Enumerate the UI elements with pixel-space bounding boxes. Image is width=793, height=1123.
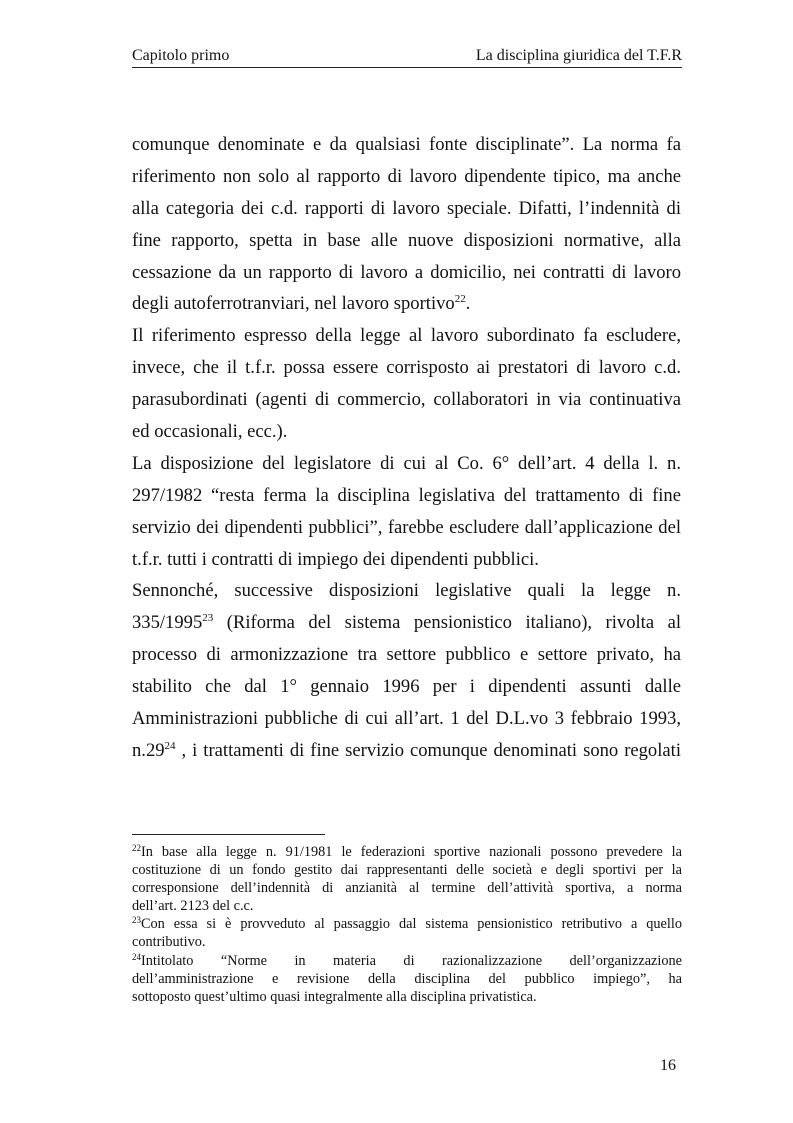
footnote-23	[132, 915, 682, 933]
body-line: servizio dei dipendenti pubblici”, farebbe escludere dall’applicazione del	[132, 516, 681, 538]
footnote-22	[132, 843, 682, 861]
body-line: ed occasionali, ecc.).	[132, 421, 288, 443]
body-line: stabilito che dal 1° gennaio 1996 per i dipendenti assunti dalle	[132, 676, 681, 698]
body-line	[132, 288, 681, 320]
running-header	[132, 47, 682, 68]
footnote-text: Intitolato “Norme in materia di razionalizzazione dell’organizzazione	[141, 952, 682, 969]
body-text-fragment: degli autoferrotranviari, nel lavoro sportivo	[132, 293, 455, 315]
footnote-text: Con essa si è provveduto al passaggio dal sistema pensionistico retributivo a quello	[141, 916, 682, 933]
body-line: comunque denominate e da qualsiasi fonte disciplinate”. La norma fa	[132, 134, 681, 155]
footnote-line: dell’amministrazione e revisione della disciplina del pubblico impiego”, ha	[132, 970, 682, 987]
body-text-fragment: 335/1995	[132, 612, 203, 634]
footnote-separator	[132, 834, 325, 835]
body-line: invece, che il t.f.r. possa essere corrisposto ai prestatori di lavoro c.d.	[132, 357, 681, 379]
body-line	[132, 607, 681, 639]
body-line: processo di armonizzazione tra settore pubblico e settore privato, ha	[132, 644, 681, 666]
body-line: Amministrazioni pubbliche di cui all’art. 1 del D.L.vo 3 febbraio 1993,	[132, 708, 681, 730]
footnote-line: contributivo.	[132, 934, 206, 951]
body-line	[132, 735, 681, 767]
body-line: 297/1982 “resta ferma la disciplina legislativa del trattamento di fine	[132, 484, 681, 506]
footnote-text: In base alla legge n. 91/1981 le federazioni sportive nazionali possono prevedere la	[141, 844, 682, 860]
footnotes	[132, 843, 682, 1006]
footnote-number: 22	[132, 843, 141, 853]
header-chapter: Capitolo primo	[132, 47, 230, 64]
body-line: cessazione da un rapporto di lavoro a domicilio, nei contratti di lavoro	[132, 261, 681, 283]
footnote-line: dell’art. 2123 del c.c.	[132, 898, 254, 915]
page-number: 16	[660, 1057, 676, 1074]
footnote-ref-22[interactable]: 22	[454, 293, 466, 306]
body-line: fine rapporto, spetta in base alle nuove disposizioni normative, alla	[132, 229, 681, 251]
header-title: La disciplina giuridica del T.F.R	[475, 47, 682, 64]
body-line: Il riferimento espresso della legge al lavoro subordinato fa escludere,	[132, 325, 681, 347]
footnote-number: 23	[132, 915, 141, 926]
body-line: Sennonché, successive disposizioni legislative quali la legge n.	[132, 580, 681, 602]
footnote-line: costituzione di un fondo gestito dai rappresentanti delle società e degli sportivi per la	[132, 862, 682, 879]
body-text-fragment: (Riforma del sistema pensionistico italiano), rivolta al	[226, 612, 682, 634]
body-text-fragment: n.29	[132, 739, 165, 761]
body-text-fragment: , i trattamenti di fine servizio comunque denominati sono regolati	[181, 739, 681, 761]
footnote-line: corresponsione dell’indennità di anzianità al termine dell’attività sportiva, a norma	[132, 880, 682, 897]
body-text	[132, 129, 681, 767]
body-line: alla categoria dei c.d. rapporti di lavoro speciale. Difatti, l’indennità di	[132, 197, 681, 219]
body-line: riferimento non solo al rapporto di lavoro dipendente tipico, ma anche	[132, 165, 681, 187]
body-line: t.f.r. tutti i contratti di impiego dei dipendenti pubblici.	[132, 548, 539, 570]
body-line: La disposizione del legislatore di cui al Co. 6° dell’art. 4 della l. n.	[132, 452, 681, 474]
body-text-fragment: .	[465, 293, 471, 315]
footnote-ref-24[interactable]: 24	[164, 739, 176, 752]
footnote-24	[132, 952, 682, 970]
body-text-fragment	[132, 612, 213, 633]
footnote-ref-23[interactable]: 23	[202, 612, 214, 625]
footnote-line: sottoposto quest’ultimo quasi integralmente alla disciplina privatistica.	[132, 988, 537, 1005]
footnote-number: 24	[132, 951, 141, 962]
body-text-fragment	[132, 740, 176, 761]
body-line: parasubordinati (agenti di commercio, collaboratori in via continuativa	[132, 389, 681, 411]
